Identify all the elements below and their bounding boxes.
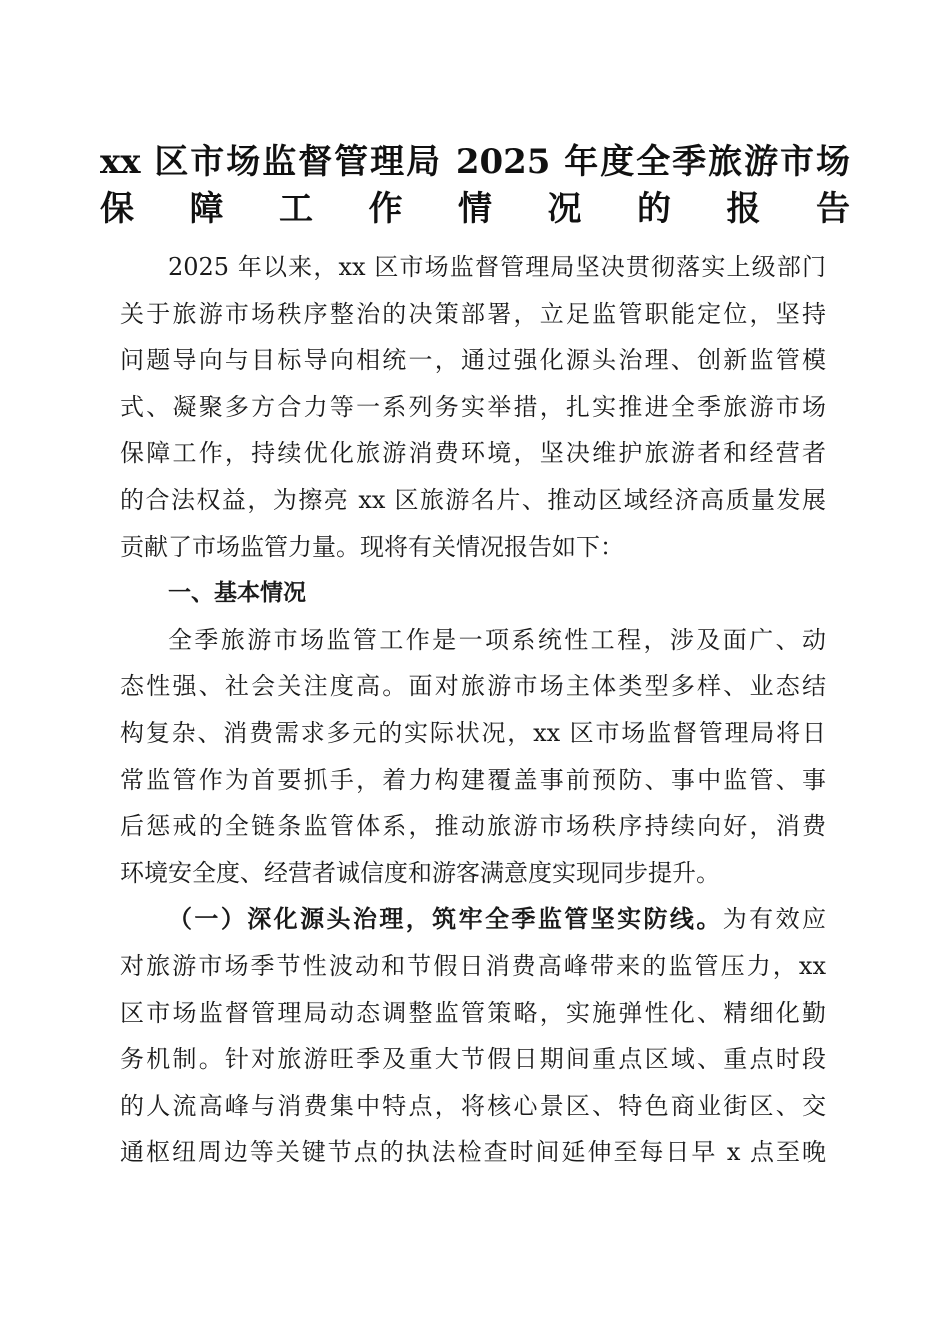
title-line-2: 保障工作情况的报告	[100, 188, 850, 229]
subsection1-first-rest: 为有效应	[722, 905, 826, 934]
intro-line-3: 问题导向与目标导向相统一，通过强化源头治理、创新监管模	[120, 346, 826, 375]
section1-line-1: 全季旅游市场监管工作是一项系统性工程，涉及面广、动	[168, 625, 826, 654]
section1-line-3: 构复杂、消费需求多元的实际状况，xx 区市场监督管理局将日	[120, 718, 826, 747]
intro-line-7: 贡献了市场监管力量。现将有关情况报告如下：	[120, 532, 624, 561]
section1-line-2: 态性强、社会关注度高。面对旅游市场主体类型多样、业态结	[120, 672, 826, 701]
subsection1-bold-heading: （一）深化源头治理，筑牢全季监管坚实防线。	[168, 904, 723, 934]
subsection1-line-5: 的人流高峰与消费集中特点，将核心景区、特色商业街区、交	[120, 1091, 826, 1120]
subsection1-line-2: 对旅游市场季节性波动和节假日消费高峰带来的监管压力，xx	[120, 951, 826, 980]
section-heading-basic: 一、基本情况	[168, 580, 306, 607]
intro-line-5: 保障工作，持续优化旅游消费环境，坚决维护旅游者和经营者	[120, 439, 826, 468]
subsection1-line-6: 通枢纽周边等关键节点的执法检查时间延伸至每日早 x 点至晚	[120, 1138, 826, 1167]
section1-line-6: 环境安全度、经营者诚信度和游客满意度实现同步提升。	[120, 858, 720, 887]
subsection1-line-3: 区市场监督管理局动态调整监管策略，实施弹性化、精细化勤	[120, 998, 826, 1027]
title-line-1: xx 区市场监督管理局 2025 年度全季旅游市场	[100, 142, 850, 182]
document-title	[100, 138, 850, 231]
section1-line-5: 后惩戒的全链条监管体系，推动旅游市场秩序持续向好，消费	[120, 812, 826, 841]
subsection1-line-4: 务机制。针对旅游旺季及重大节假日期间重点区域、重点时段	[120, 1045, 826, 1074]
intro-line-1: 2025 年以来，xx 区市场监督管理局坚决贯彻落实上级部门	[168, 253, 826, 281]
intro-line-2: 关于旅游市场秩序整治的决策部署，立足监管职能定位，坚持	[120, 299, 826, 328]
intro-line-6: 的合法权益，为擦亮 xx 区旅游名片、推动区域经济高质量发展	[120, 485, 826, 514]
document-body	[120, 244, 826, 1176]
subsection1-line-1	[120, 896, 826, 943]
section1-line-4: 常监管作为首要抓手，着力构建覆盖事前预防、事中监管、事	[120, 765, 826, 794]
intro-line-4: 式、凝聚多方合力等一系列务实举措，扎实推进全季旅游市场	[120, 392, 826, 421]
